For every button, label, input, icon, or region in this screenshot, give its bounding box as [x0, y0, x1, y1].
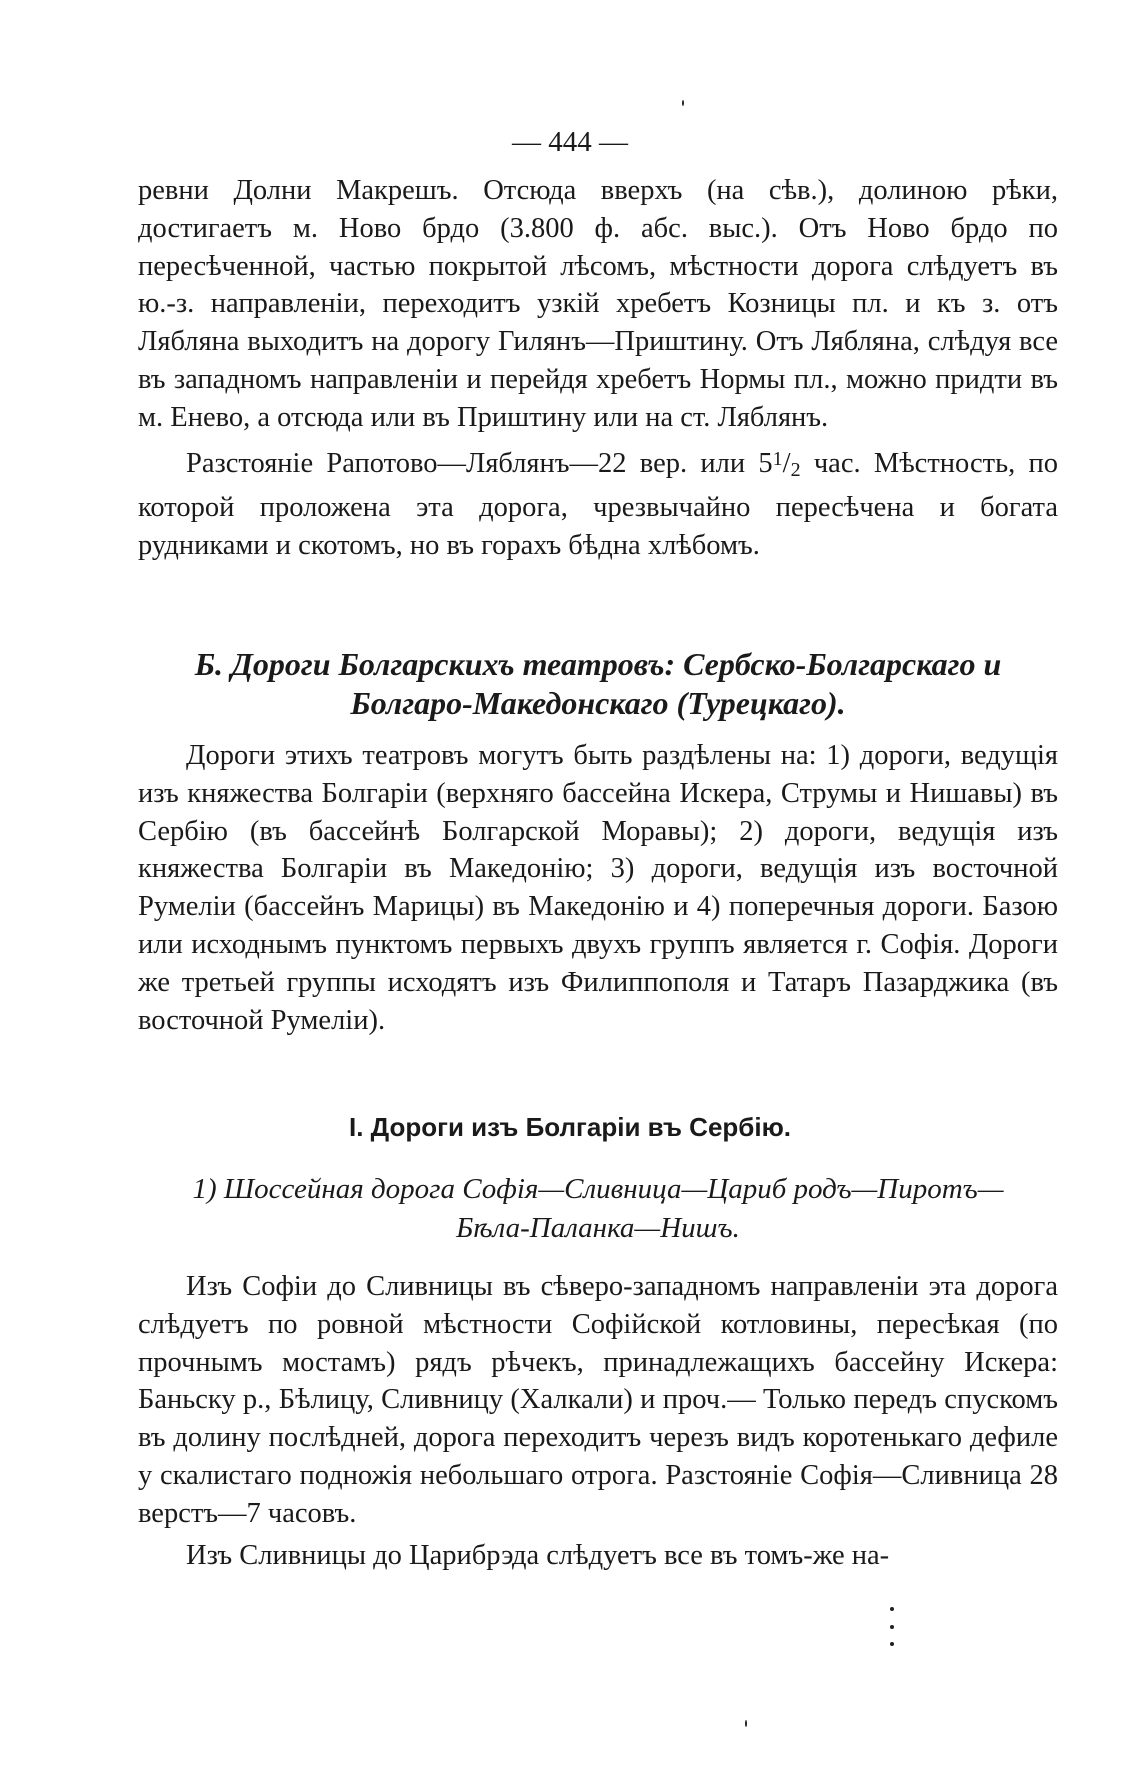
paragraph-2-end: час. Мѣстность, по которой проложена эта дорога, чрезвычайно пересѣчена и богата рудниками и скотомъ, но въ горахъ бѣдна хлѣбомъ. — [138, 447, 1058, 562]
ink-speck — [745, 1720, 747, 1727]
text-block-top — [138, 172, 1058, 565]
ink-dot — [890, 1642, 894, 1646]
section-b-heading: Б. Дороги Болгарскихъ театровъ: Сербско-Болгарскаго и Болгаро-Македонскаго (Турецкаго). — [194, 646, 1002, 721]
ink-speck — [682, 100, 684, 106]
section-i-heading: I. Дороги изъ Болгаріи въ Сербію. — [348, 1112, 791, 1142]
ink-dot — [890, 1607, 894, 1611]
route-heading — [138, 1170, 1058, 1248]
page-number: — 444 — — [512, 126, 628, 158]
text-block-bottom — [138, 1268, 1058, 1574]
paragraph-1: ревни Долни Макрешъ. Отсюда вверхъ (на сѣв.), долиною рѣки, достигаетъ м. Ново брдо (3.800 ф. абс. выс.). Отъ Ново брдо по пересѣченной, частью покрытой лѣсомъ, мѣстности дорога слѣдуетъ въ ю.-з. направленіи, переходитъ узкій хребетъ Козницы пл. и къ з. отъ Лябляна выходитъ на дорогу Гилянъ—Приштину. Отъ Лябляна, слѣдуя все въ западномъ направленіи и перейдя хребетъ Нормы пл., можно придти въ м. Енево, а отсюда или въ Приштину или на ст. Ляблянъ. — [138, 175, 1058, 433]
paragraph-2: Разстояніе Рапотово—Ляблянъ—22 вер. или $5^1/2$ час. Мѣстность, по которой проложена эта дорога, чрезвычайно пересѣчена и богата рудниками и скотомъ, но въ горахъ бѣдна хлѣбомъ. — [138, 447, 1058, 562]
fraction-numerator: 1 — [772, 447, 783, 470]
route-heading-line-1: 1) Шоссейная дорога Софія—Сливница—Цариб родъ—Пиротъ— — [192, 1173, 1004, 1205]
paragraph-3: Дороги этихъ театровъ могутъ быть раздѣлены на: 1) дороги, ведущія изъ княжества Болгаріи (верхняго бассейна Искера, Струмы и Нишавы) въ Сербію (въ бассейнѣ Болгарской Моравы); 2) дороги, ведущія изъ княжества Болгаріи въ Македонію; 3) дороги, ведущія изъ восточной Румеліи (бассейнъ Марицы) въ Македонію и 4) поперечныя дороги. Базою или исходнымъ пунктомъ первыхъ двухъ группъ является г. Софія. Дороги же третьей группы исходятъ изъ Филиппополя и Татаръ Пазарджика (въ восточной Румеліи). — [138, 740, 1058, 1036]
route-heading-line-2: Бѣла-Паланка—Нишъ. — [456, 1212, 740, 1244]
paragraph-4: Изъ Софіи до Сливницы въ сѣверо-западномъ направленіи эта дорога слѣдуетъ по ровной мѣстности Софійской котловины, пересѣкая (по прочнымъ мостамъ) рядъ рѣчекъ, принадлежащихъ бассейну Искера: Баньску р., Бѣлицу, Сливницу (Халкали) и проч.— Только передъ спускомъ въ долину послѣдней, дорога переходитъ черезъ видъ коротенькаго дефиле у скалистаго подножія небольшаго отрога. Разстояніе Софія—Сливница 28 верстъ—7 часовъ. — [138, 1271, 1058, 1529]
paragraph-5: Изъ Сливницы до Царибрэда слѣдуетъ все въ томъ-же на- — [186, 1539, 890, 1571]
paragraph-2-start: Разстояніе Рапотово—Ляблянъ—22 вер. или 5 — [186, 447, 773, 479]
fraction-denominator: 2 — [790, 458, 801, 481]
text-block-middle — [138, 737, 1058, 1039]
ink-dot — [890, 1625, 894, 1629]
